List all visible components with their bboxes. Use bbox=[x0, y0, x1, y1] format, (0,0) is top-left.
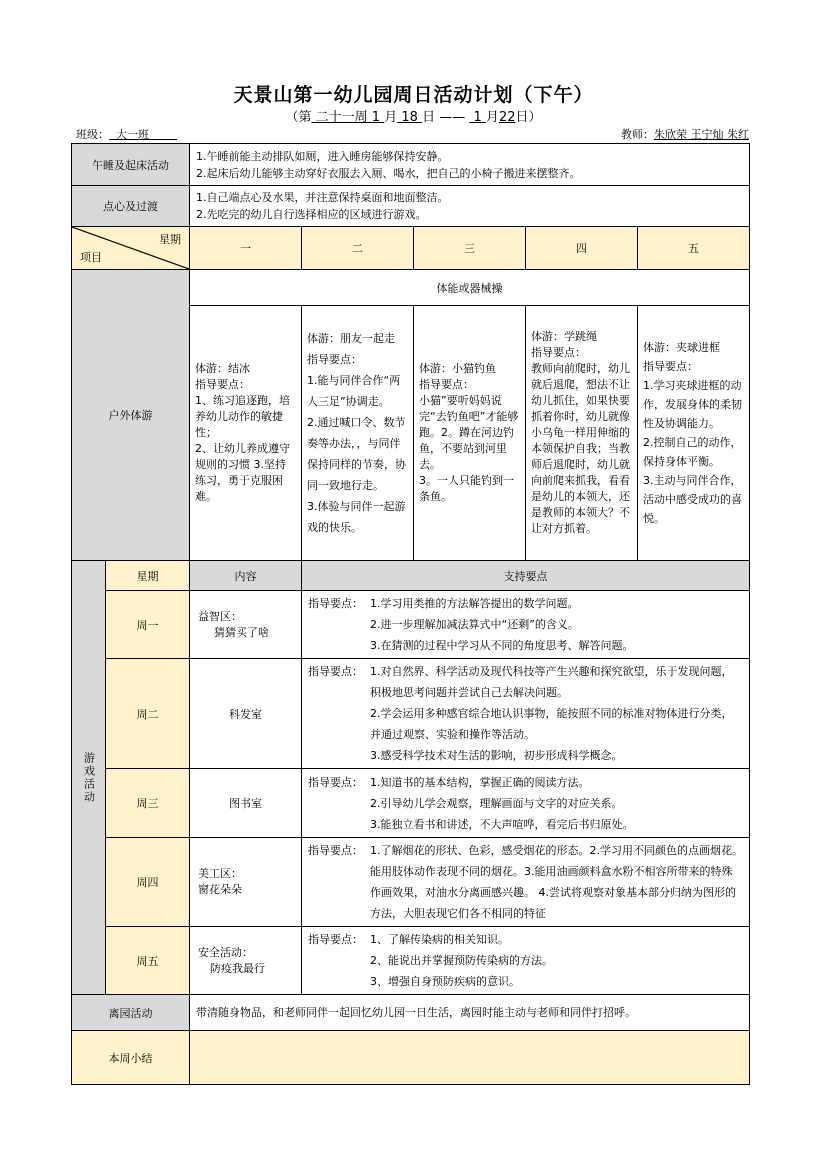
support-point: 3.感受科学技术对生活的影响，初步形成科学概念。 bbox=[370, 749, 623, 762]
games-content-sub: 猜猜买了啥 bbox=[214, 625, 269, 639]
games-day: 周五 bbox=[106, 927, 190, 995]
games-content-sub: 防疫我最行 bbox=[210, 961, 265, 975]
leave-label: 离园活动 bbox=[72, 995, 190, 1031]
games-content bbox=[190, 838, 302, 927]
games-day: 周四 bbox=[106, 838, 190, 927]
corner-weekday-label: 星期 bbox=[159, 233, 181, 246]
games-row-thu bbox=[72, 838, 750, 927]
summary-content[interactable] bbox=[190, 1031, 750, 1085]
teacher-info bbox=[621, 126, 749, 142]
support-point: 1.对自然界、科学活动及现代科技等产生兴趣和探究欲望，乐于发现问题，积极地思考问题并尝试自己去解决问题。 bbox=[370, 665, 733, 699]
corner-item-label: 项目 bbox=[80, 251, 102, 264]
start-day bbox=[397, 110, 422, 125]
outdoor-thu bbox=[526, 306, 638, 561]
outdoor-wed bbox=[414, 306, 526, 561]
day-header-mon: 一 bbox=[190, 227, 302, 270]
snack-line: 1.自己端点心及水果，并注意保持桌面和地面整洁。 bbox=[196, 191, 449, 204]
nap-line: 2.起床后幼儿能够主动穿好衣服去入厕、喝水，把自己的小椅子搬进来摆整齐。 bbox=[196, 166, 581, 180]
games-col-content: 内容 bbox=[190, 561, 302, 591]
class-label: 班级： bbox=[76, 128, 109, 141]
outdoor-common: 体能或器械操 bbox=[190, 270, 750, 306]
games-support bbox=[302, 927, 750, 995]
support-point: 2、能说出并掌握预防传染病的方法。 bbox=[370, 954, 553, 967]
games-day: 周二 bbox=[106, 659, 190, 769]
weekday-header-row bbox=[72, 227, 750, 270]
outdoor-tue bbox=[302, 306, 414, 561]
month-label-2: 月 bbox=[485, 110, 499, 125]
leave-content: 带清随身物品，和老师同伴一起回忆幼儿园一日生活，离园时能主动与老师和同伴打招呼。 bbox=[190, 995, 750, 1031]
games-row-tue bbox=[72, 659, 750, 769]
snack-row bbox=[72, 186, 750, 227]
games-day: 周三 bbox=[106, 769, 190, 838]
support-point: 2.引导幼儿学会观察，理解画面与文字的对应关系。 bbox=[370, 796, 623, 810]
teacher-label: 教师： bbox=[621, 128, 654, 141]
guide-label: 指导要点： bbox=[308, 844, 363, 857]
guide-label: 指导要点： bbox=[308, 775, 363, 789]
teacher-value: 朱欣荣 王宁灿 朱红 bbox=[654, 128, 749, 141]
date-suffix: 日） bbox=[515, 110, 542, 125]
games-content-title: 美工区： bbox=[198, 867, 242, 880]
summary-row bbox=[72, 1031, 750, 1085]
activity-plan-table bbox=[71, 143, 750, 1085]
week-value: 二十一周 bbox=[315, 110, 368, 125]
games-col-support: 支持要点 bbox=[302, 561, 750, 591]
page-title: 天景山第一幼儿园周日活动计划（下午） bbox=[233, 84, 594, 106]
end-month-value: 1 bbox=[473, 110, 482, 125]
outdoor-wed-text: 体游：小猫钓鱼 指导要点： 小猫”要听妈妈说完“去钓鱼吧”才能够跑。2。蹲在河边钓鱼，不要站到河里去。 3。一人只能钓到一条鱼。 bbox=[419, 362, 519, 503]
games-content-title: 科发室 bbox=[229, 707, 262, 721]
week-number bbox=[312, 110, 368, 125]
nap-label: 午睡及起床活动 bbox=[72, 144, 190, 186]
games-label-text: 游戏活动 bbox=[82, 751, 96, 804]
date-prefix: （第 bbox=[285, 110, 312, 125]
dash: —— bbox=[439, 110, 466, 125]
games-support bbox=[302, 769, 750, 838]
nap-line: 1.午睡前能主动排队如厕，进入睡房能够保持安静。 bbox=[196, 149, 449, 163]
games-support bbox=[302, 591, 750, 659]
games-support bbox=[302, 659, 750, 769]
support-point: 2.进一步理解加减法算式中“还剩”的含义。 bbox=[370, 618, 579, 631]
games-header-row bbox=[72, 561, 750, 591]
outdoor-thu-text: 体游：学跳绳 指导要点： 教师向前爬时，幼儿就后退爬，想法不让幼儿抓住，如果快要抓着你时，幼儿就像小乌龟一样用伸缩的本领保护自我；当教师后退爬时，幼儿就向前爬来抓我，看看是幼儿的本领大，还是教师的本领大？不让对方抓着。 bbox=[531, 330, 630, 535]
day-label: 日 bbox=[422, 110, 436, 125]
corner-header bbox=[72, 227, 190, 270]
start-month bbox=[368, 110, 385, 125]
end-day-value: 22 bbox=[498, 110, 516, 125]
outdoor-tue-text: 体游：朋友一起走 指导要点： 1.能与同伴合作“两人三足”协调走。 2.通过喊口令、数节奏等办法，，与同伴保持同样的节奏，协同一致地行走。 3.体验与同伴一起游戏的快乐。 bbox=[307, 332, 406, 534]
support-point: 1.知道书的基本结构，掌握正确的阅读方法。 bbox=[370, 775, 590, 789]
games-content bbox=[190, 659, 302, 769]
support-point: 1.了解烟花的形状、色彩，感受烟花的形态。2.学习用不同颜色的点画烟花。能用肢体动作表现不同的烟花。3.能用油画颜料盒水粉不相容所带来的特殊作画效果，对油水分离画感兴趣。 4.尝试将观察对象基本部分归纳为图形的方法，大胆表现它们各不相同的特征 bbox=[370, 844, 743, 920]
games-content bbox=[190, 591, 302, 659]
games-content-title: 安全活动： bbox=[198, 945, 253, 959]
games-support bbox=[302, 838, 750, 927]
outdoor-fri-text: 体游：夹球进框 指导要点： 1.学习夹球进框的动作，发展身体的柔韧性及协调能力。 2.控制自己的动作，保持身体平衡。 3.主动与同伴合作，活动中感受成功的喜悦。 bbox=[643, 341, 742, 525]
date-range bbox=[0, 106, 827, 125]
support-point: 1、了解传染病的相关知识。 bbox=[370, 933, 509, 946]
class-info bbox=[76, 126, 177, 142]
games-row-wed bbox=[72, 769, 750, 838]
games-label bbox=[72, 561, 106, 995]
support-point: 3.在猜测的过程中学习从不同的角度思考、解答问题。 bbox=[370, 639, 634, 652]
support-point: 1.学习用类推的方法解答提出的数学问题。 bbox=[370, 597, 579, 610]
day-header-thu: 四 bbox=[526, 227, 638, 270]
snack-label: 点心及过渡 bbox=[72, 186, 190, 227]
month-label: 月 bbox=[384, 110, 398, 125]
games-content-sub: 窗花朵朵 bbox=[198, 883, 242, 896]
guide-label: 指导要点： bbox=[308, 597, 363, 610]
outdoor-common-row bbox=[72, 270, 750, 306]
games-content bbox=[190, 927, 302, 995]
class-value bbox=[109, 128, 177, 141]
games-day: 周一 bbox=[106, 591, 190, 659]
outdoor-mon-text: 体游：结冰 指导要点： 1、练习追逐跑，培养幼儿动作的敏捷性； 2、让幼儿养成遵守规则的习惯 3.坚持练习，勇于克服困难。 bbox=[195, 362, 290, 503]
games-content-title: 益智区： bbox=[198, 609, 242, 623]
day-header-wed: 三 bbox=[414, 227, 526, 270]
leave-row bbox=[72, 995, 750, 1031]
games-content bbox=[190, 769, 302, 838]
outdoor-fri bbox=[638, 306, 750, 561]
games-content-title: 图书室 bbox=[229, 797, 262, 810]
games-row-fri bbox=[72, 927, 750, 995]
outdoor-mon bbox=[190, 306, 302, 561]
games-row-mon bbox=[72, 591, 750, 659]
snack-content bbox=[190, 186, 750, 227]
day-header-fri: 五 bbox=[638, 227, 750, 270]
support-point: 2.学会运用多种感官综合地认识事物，能按照不同的标准对物体进行分类，并通过观察、实验和操作等活动。 bbox=[370, 707, 733, 741]
support-point: 3、增强自身预防疾病的意识。 bbox=[370, 975, 520, 988]
summary-label: 本周小结 bbox=[72, 1031, 190, 1085]
end-month bbox=[469, 110, 486, 125]
games-col-day: 星期 bbox=[106, 561, 190, 591]
end-day bbox=[499, 110, 516, 125]
start-month-value: 1 bbox=[371, 110, 381, 125]
snack-line: 2.先吃完的幼儿自行选择相应的区域进行游戏。 bbox=[196, 208, 427, 221]
nap-content bbox=[190, 144, 750, 186]
nap-row bbox=[72, 144, 750, 186]
guide-label: 指导要点： bbox=[308, 665, 363, 678]
class-value-text: 大一班 bbox=[116, 128, 149, 141]
start-day-value: 18 bbox=[401, 110, 418, 125]
outdoor-label: 户外体游 bbox=[72, 270, 190, 561]
support-point: 3.能独立看书和讲述，不大声喧哗，看完后书归原处。 bbox=[370, 817, 634, 831]
guide-label: 指导要点： bbox=[308, 933, 363, 946]
day-header-tue: 二 bbox=[302, 227, 414, 270]
